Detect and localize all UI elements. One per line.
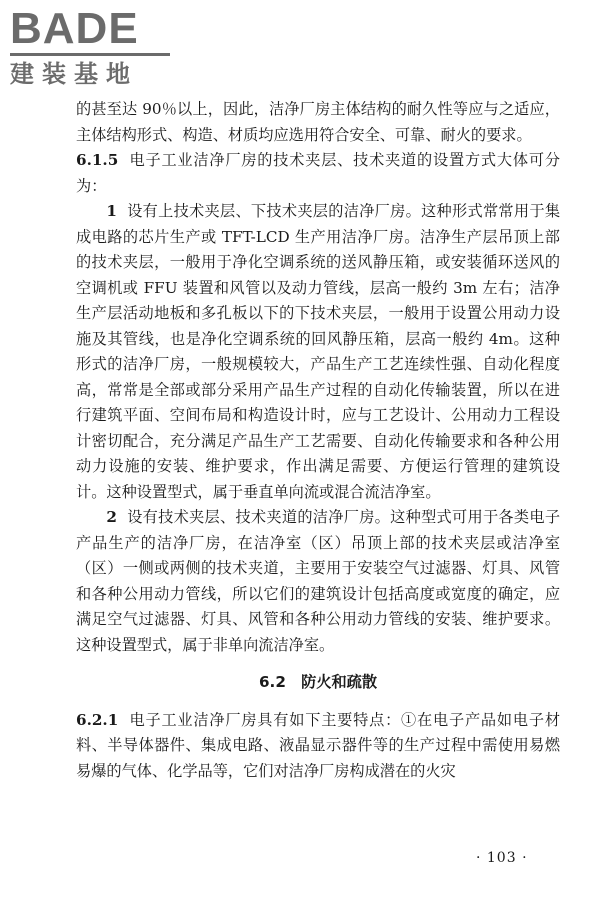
- item-text: 设有上技术夹层、下技术夹层的洁净厂房。这种形式常常用于集成电路的芯片生产或 TFT-LCD 生产用洁净厂房。洁净生产层吊顶上部的技术夹层，一般用于净化空调系统的送风静压箱，或安装循环送风的空调机或 FFU 装置和风管以及动力管线，层高一般约 3m 左右；洁净生产层活动地板和多孔板以下的下技术夹层，一般用于设置公用动力设施及其管线，也是净化空调系统的回风静压箱，层高一般约 4m。这种形式的洁净厂房，一般规模较大，产品生产工艺连续性强、自动化程度高，常常是全部或部分采用产品生产过程的自动化传输装置，所以在进行建筑平面、空间布局和构造设计时，应与工艺设计、公用动力工程设计密切配合，充分满足产品生产工艺需要、自动化传输要求和各种公用动力设施的安装、维护要求，作出满足需要、方便运行管理的建筑设计。这种设置型式，属于垂直单向流或混合流洁净室。: [76, 202, 561, 501]
- clause-text: 电子工业洁净厂房的技术夹层、技术夹道的设置方式大体可分为：: [76, 151, 561, 195]
- clause-6-2-1: [76, 708, 560, 785]
- logo-subtitle: 建装基地: [10, 60, 138, 88]
- list-item-1: [76, 199, 560, 505]
- paragraph-continued: 的甚至达 90％以上，因此，洁净厂房主体结构的耐久性等应与之适应，主体结构形式、构造、材质均应选用符合安全、可靠、耐火的要求。: [76, 100, 560, 144]
- logo-underline: [10, 53, 170, 56]
- page-number: · 103 ·: [476, 850, 528, 866]
- clause-text: 电子工业洁净厂房具有如下主要特点：①在电子产品如电子材料、半导体器件、集成电路、液晶显示器件等的生产过程中需使用易燃易爆的气体、化学品等，它们对洁净厂房构成潜在的火灾: [76, 710, 561, 780]
- logo-brand-text: BADE: [10, 4, 139, 53]
- clause-number: 6.1.5: [76, 151, 119, 169]
- bade-logo: [10, 6, 180, 88]
- item-number: 2: [106, 508, 117, 526]
- item-number: 1: [106, 202, 117, 220]
- list-item-2: [76, 505, 560, 658]
- page-body: [76, 97, 560, 784]
- section-heading: 6.2 防火和疏散: [258, 673, 378, 691]
- item-text: 设有技术夹层、技术夹道的洁净厂房。这种型式可用于各类电子产品生产的洁净厂房，在洁净室（区）吊顶上部的技术夹层或洁净室（区）一侧或两侧的技术夹道，主要用于安装空气过滤器、灯具、风管和各种公用动力管线，所以它们的建筑设计包括高度或宽度的确定，应满足空气过滤器、灯具、风管和各种公用动力管线的安装、维护要求。这种设置型式，属于非单向流洁净室。: [76, 508, 561, 654]
- clause-6-1-5: [76, 148, 560, 199]
- clause-number: 6.2.1: [76, 710, 119, 729]
